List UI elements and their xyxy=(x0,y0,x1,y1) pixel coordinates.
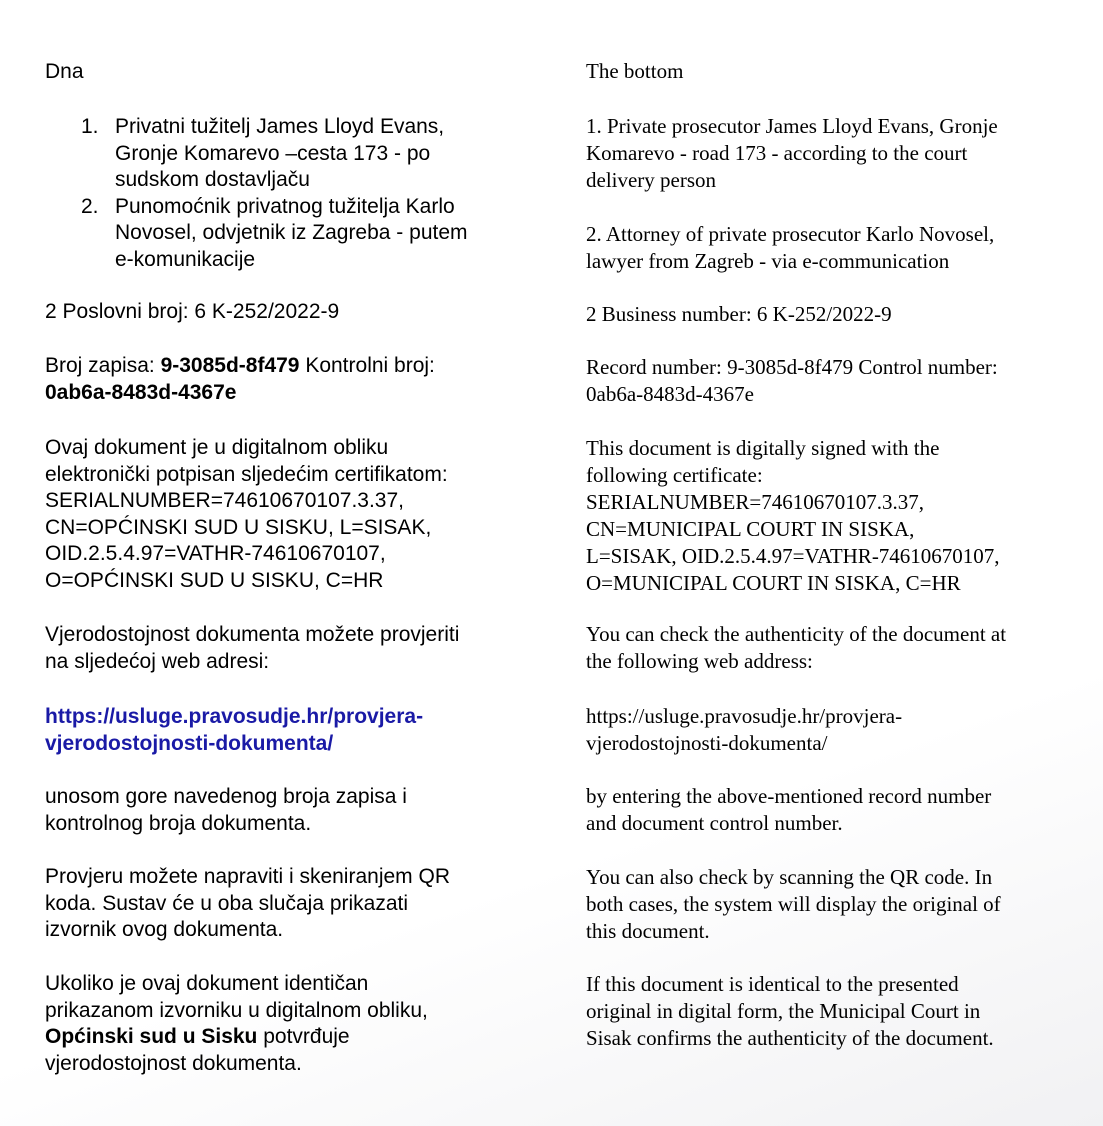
record-control-numbers-en: Record number: 9-3085d-8f479 Control number: 0ab6a-8483d-4367e xyxy=(586,355,998,406)
business-number-en: 2 Business number: 6 K-252/2022-9 xyxy=(586,302,892,326)
left-heading: Dna xyxy=(45,60,84,83)
confirmation-text: Ukoliko je ovaj dokument identičan prikazanom izvorniku u digitalnom obliku, Općinski sud u Sisku potvrđuje vjerodostojnost dokumenta. xyxy=(45,972,428,1075)
record-number: 9-3085d-8f479 xyxy=(160,354,300,377)
right-heading: The bottom xyxy=(586,59,684,83)
qr-instructions-en: You can also check by scanning the QR code. In both cases, the system will display the original of this document. xyxy=(586,865,1001,943)
verify-text-en: You can check the authenticity of the document at the following web address: xyxy=(586,622,1007,673)
entry-instructions-en: by entering the above-mentioned record number and document control number. xyxy=(586,784,992,835)
recipient-list xyxy=(45,114,515,273)
business-number: 2 Poslovni broj: 6 K-252/2022-9 xyxy=(45,300,340,323)
confirmation-text-en: If this document is identical to the presented original in digital form, the Municipal Court in Sisak confirms the authenticity of the document. xyxy=(586,972,994,1050)
record-control-numbers: Broj zapisa: 9-3085d-8f479 Kontrolni broj: 0ab6a-8483d-4367e xyxy=(45,354,435,404)
verification-url-link[interactable]: https://usluge.pravosudje.hr/provjera- vjerodostojnosti-dokumenta/ xyxy=(45,705,424,755)
verify-text: Vjerodostojnost dokumenta možete provjeriti na sljedećoj web adresi: xyxy=(45,623,460,673)
certificate-text: Ovaj dokument je u digitalnom obliku elektronički potpisan sljedećim certifikatom: SERIALNUMBER=74610670107.3.37, CN=OPĆINSKI SUD U SISKU, L=SISAK, OID.2.5.4.97=VATHR-74610670107, O=OPĆINSKI SUD U SISKU, C=HR xyxy=(45,436,448,592)
entry-instructions: unosom gore navedenog broja zapisa i kontrolnog broja dokumenta. xyxy=(45,785,407,835)
control-number: 0ab6a-8483d-4367e xyxy=(45,380,237,404)
verification-url-en: https://usluge.pravosudje.hr/provjera- vjerodostojnosti-dokumenta/ xyxy=(586,704,903,755)
qr-instructions: Provjeru možete napraviti i skeniranjem QR koda. Sustav će u oba slučaja prikazati izvornik ovog dokumenta. xyxy=(45,865,450,941)
certificate-text-en: This document is digitally signed with the following certificate: SERIALNUMBER=74610670107.3.37, CN=MUNICIPAL COURT IN SISKA, L=SISAK, OID.2.5.4.97=VATHR-74610670107, O=MUNICIPAL COURT IN SISKA, C=HR xyxy=(586,436,1000,595)
recipient-item-1: 1. Privatni tužitelj James Lloyd Evans, Gronje Komarevo –cesta 173 - po sudskom dostavljaču xyxy=(81,115,445,191)
recipient-item-2: 2. Punomoćnik privatnog tužitelja Karlo Novosel, odvjetnik iz Zagreba - putem e-komunikacije xyxy=(81,194,468,271)
recipient-item-1-en: 1. Private prosecutor James Lloyd Evans, Gronje Komarevo - road 173 - according to the court delivery person xyxy=(586,114,998,192)
recipient-item-2-en: 2. Attorney of private prosecutor Karlo Novosel, lawyer from Zagreb - via e-communication xyxy=(586,222,995,273)
court-name: Općinski sud u Sisku xyxy=(45,1025,258,1048)
